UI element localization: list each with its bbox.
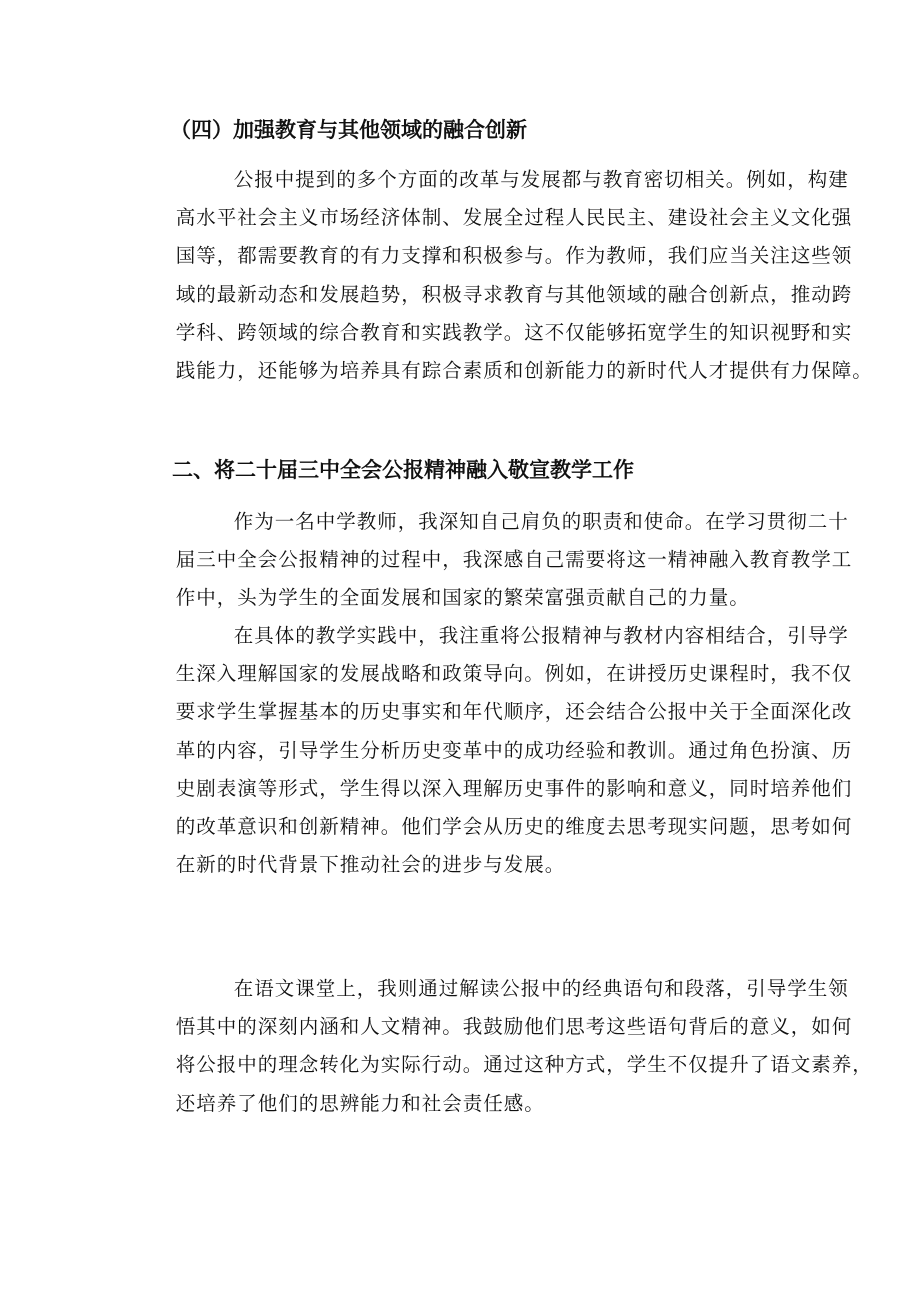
section-heading-2: 二、将二十届三中全会公报精神融入敬宣教学工作	[172, 458, 634, 482]
paragraph-1	[125, 161, 873, 390]
paragraph-line: 在语文课堂上，我则通过解读公报中的经典语句和段落，引导学生领	[233, 977, 849, 1000]
paragraph-line: 悟其中的深刻内涵和人文精神。我鼓励他们思考这些语句背后的意义，如何	[175, 1015, 853, 1039]
section-heading-4: （四）加强教育与其他领域的融合创新	[170, 118, 527, 142]
paragraph-line: 革的内容，引导学生分析历史变革中的成功经验和教训。通过角色扮演、历	[175, 738, 853, 762]
paragraph-line: 还培养了他们的思辨能力和社会责任感。	[175, 1091, 545, 1115]
paragraph-line: 践能力，还能够为培养具有踪合素质和创新能力的新时代人才提供有力保障。	[175, 359, 873, 383]
paragraph-line: 将公报中的理念转化为实际行动。通过这种方式，学生不仅提升了语文素养，	[175, 1053, 873, 1077]
paragraph-line: 届三中全会公报精神的过程中，我深感自己需要将这一精神融入教育教学工	[175, 548, 853, 572]
paragraph-line: 的改革意识和创新精神。他们学会从历史的维度去思考现实问题，思考如何	[175, 815, 853, 839]
paragraph-4	[125, 970, 873, 1123]
paragraph-line: 在新的时代背景下推动社会的进步与发展。	[175, 853, 566, 877]
paragraph-line: 史剧表演等形式，学生得以深入理解历史事件的影响和意义，同时培养他们	[175, 776, 853, 800]
paragraph-line: 生深入理解国家的发展战略和政策导向。例如，在讲授历史课程时，我不仅	[175, 662, 853, 686]
paragraph-3	[125, 617, 853, 884]
paragraph-line: 高水平社会主义市场经济体制、发展全过程人民民主、建设社会主义文化强	[175, 206, 853, 230]
paragraph-2	[125, 503, 853, 618]
paragraph-line: 公报中提到的多个方面的改革与发展都与教育密切相关。例如，构建	[233, 168, 849, 191]
paragraph-line: 域的最新动态和发展趋势，积极寻求教育与其他领域的融合创新点，推动跨	[175, 282, 853, 306]
paragraph-line: 要求学生掌握基本的历史事实和年代顺序，还会结合公报中关于全面深化改	[175, 700, 853, 724]
paragraph-line: 作中，头为学生的全面发展和国家的繁荣富强贡献自己的力量。	[175, 586, 750, 610]
paragraph-line: 在具体的教学实践中，我注重将公报精神与教材内容相结合，引导学	[233, 624, 849, 647]
paragraph-line: 学科、跨领域的综合教育和实践教学。这不仅能够拓宽学生的知识视野和实	[175, 320, 853, 344]
paragraph-line: 国等，都需要教育的有力支撑和积极参与。作为教师，我们应当关注这些领	[175, 244, 853, 268]
paragraph-line: 作为一名中学教师，我深知自己肩负的职责和使命。在学习贯彻二十	[233, 510, 849, 533]
